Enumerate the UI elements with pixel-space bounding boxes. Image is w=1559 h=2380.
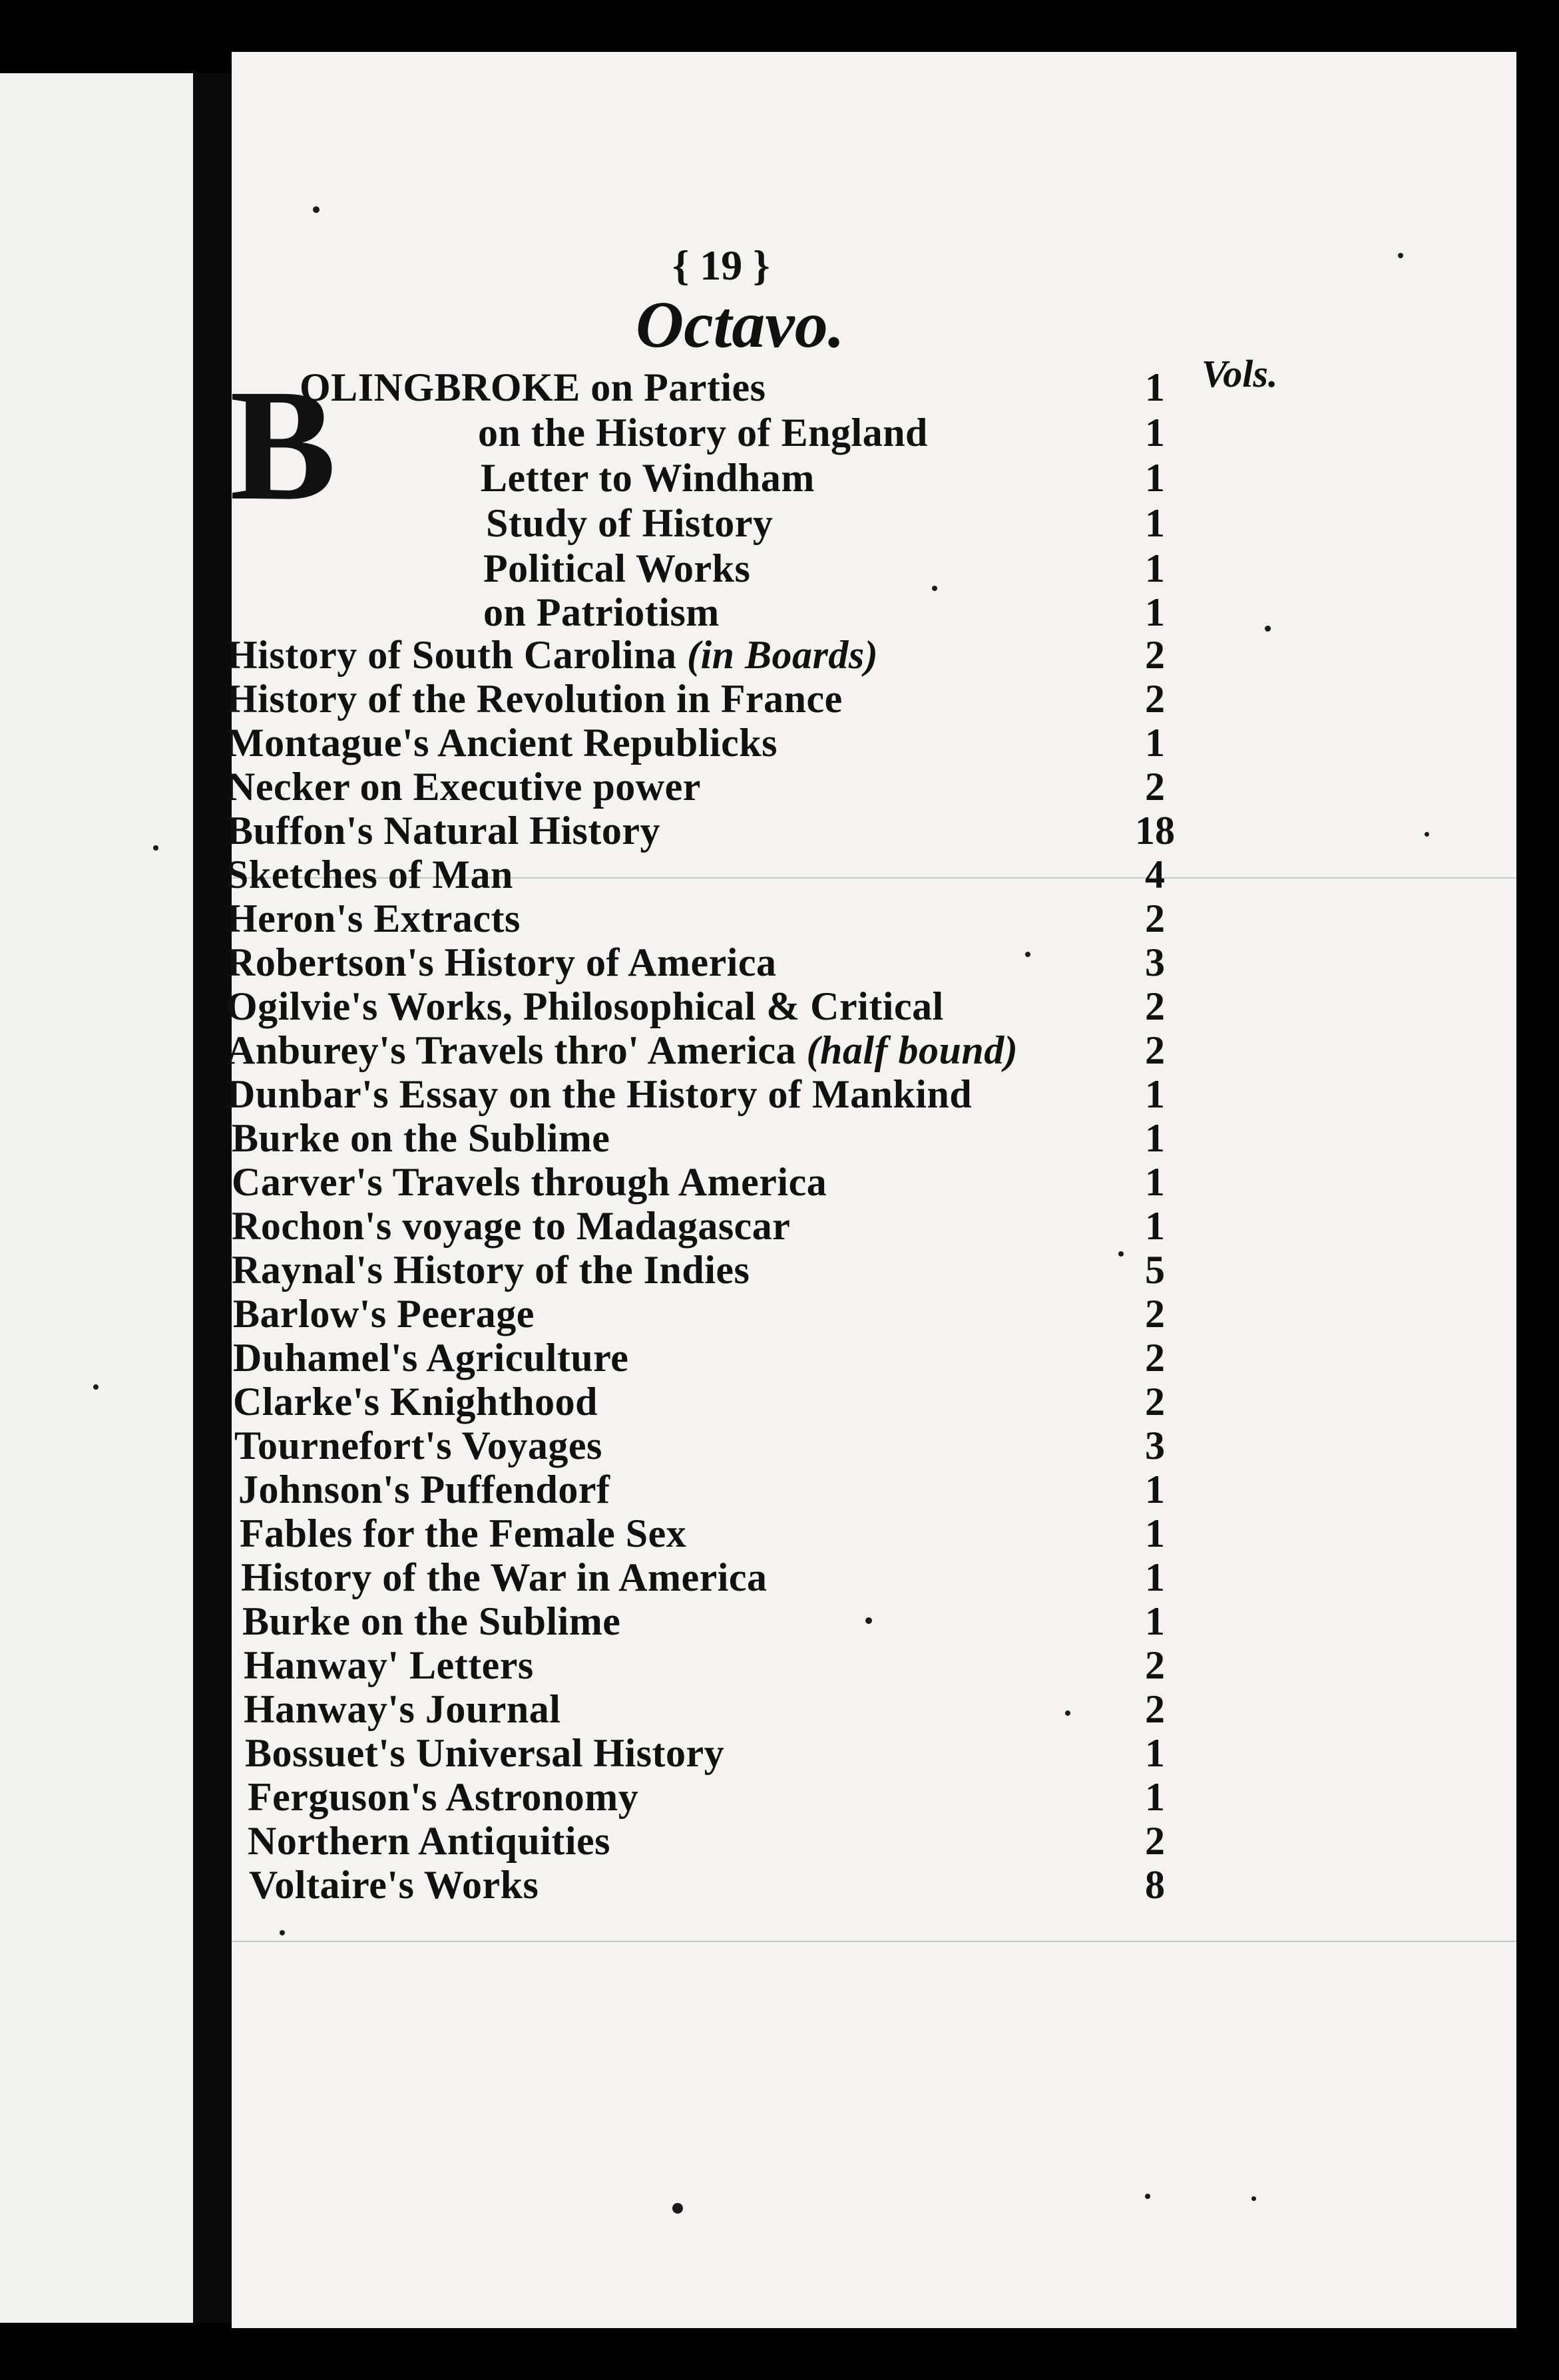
list-item xyxy=(0,1686,1559,1730)
volume-count: 1 xyxy=(1145,546,1165,590)
list-item xyxy=(0,808,1559,852)
scan-speck xyxy=(313,206,320,213)
list-item xyxy=(0,940,1559,984)
volume-count: 2 xyxy=(1145,1336,1165,1380)
scan-speck xyxy=(1025,952,1030,957)
list-item xyxy=(0,1730,1559,1774)
book-title: Hanway's Journal xyxy=(244,1687,561,1731)
list-item xyxy=(0,1203,1559,1247)
book-title: Burke on the Sublime xyxy=(232,1116,610,1160)
book-title: Heron's Extracts xyxy=(226,896,521,940)
scan-speck xyxy=(1265,626,1271,632)
volume-count: 1 xyxy=(1145,1731,1165,1775)
list-item xyxy=(0,500,1559,544)
list-item xyxy=(0,896,1559,940)
volume-count: 3 xyxy=(1145,940,1165,984)
volume-count: 1 xyxy=(1145,365,1165,409)
scan-speck xyxy=(1251,2196,1256,2201)
book-title: Northern Antiquities xyxy=(248,1819,611,1863)
volume-count: 1 xyxy=(1145,411,1165,455)
book-title: Hanway' Letters xyxy=(244,1643,534,1687)
scan-speck xyxy=(280,1930,285,1935)
list-item xyxy=(0,1291,1559,1335)
scan-speck xyxy=(1118,1251,1124,1257)
volume-count: 2 xyxy=(1145,1292,1165,1336)
book-title: Necker on Executive power xyxy=(226,765,701,809)
volume-count: 1 xyxy=(1145,1511,1165,1555)
book-title: Ferguson's Astronomy xyxy=(248,1775,639,1819)
book-title: History of the Revolution in France xyxy=(226,677,843,721)
scan-speck xyxy=(1425,832,1429,837)
list-item xyxy=(0,632,1559,676)
list-item xyxy=(0,1028,1559,1072)
book-title: Fables for the Female Sex xyxy=(240,1511,687,1555)
list-item xyxy=(0,590,1559,634)
book-title: Voltaire's Works xyxy=(249,1863,539,1907)
volume-count: 1 xyxy=(1145,1160,1165,1204)
volume-count: 8 xyxy=(1145,1863,1165,1907)
scan-line xyxy=(232,1941,1516,1942)
list-item xyxy=(0,1247,1559,1291)
page-number-header: { 19 } xyxy=(672,242,770,289)
list-item xyxy=(0,1599,1559,1643)
book-title: Anburey's Travels thro' America (half bound) xyxy=(226,1028,1018,1072)
list-item xyxy=(0,1159,1559,1203)
list-item xyxy=(0,1774,1559,1818)
book-title: Raynal's History of the Indies xyxy=(232,1248,750,1292)
volume-count: 1 xyxy=(1145,456,1165,500)
volume-count: 2 xyxy=(1145,896,1165,940)
volume-count: 2 xyxy=(1145,984,1165,1028)
list-item xyxy=(0,455,1559,499)
volume-count: 2 xyxy=(1145,677,1165,721)
book-title: Burke on the Sublime xyxy=(242,1599,621,1643)
scan-speck xyxy=(93,1384,99,1390)
volumes-column-label: Vols. xyxy=(1202,352,1278,395)
scan-speck xyxy=(865,1617,872,1624)
list-item xyxy=(0,764,1559,808)
list-item xyxy=(0,1467,1559,1511)
book-title: Montague's Ancient Republicks xyxy=(226,721,778,765)
book-title: Johnson's Puffendorf xyxy=(238,1468,610,1511)
list-item xyxy=(0,1335,1559,1379)
book-title: Rochon's voyage to Madagascar xyxy=(232,1204,791,1248)
book-title: Carver's Travels through America xyxy=(232,1160,827,1204)
volume-count: 4 xyxy=(1145,853,1165,896)
list-item xyxy=(0,1423,1559,1467)
volume-count: 1 xyxy=(1145,590,1165,634)
binding-note: (half bound) xyxy=(806,1028,1018,1072)
scan-speck xyxy=(153,845,158,851)
list-item xyxy=(0,720,1559,764)
volume-count: 2 xyxy=(1145,765,1165,809)
scan-speck xyxy=(1065,1710,1070,1716)
book-title: Bossuet's Universal History xyxy=(245,1731,725,1775)
volume-count: 2 xyxy=(1145,1643,1165,1687)
book-title: Study of History xyxy=(486,501,774,545)
drop-cap-letter: B xyxy=(230,356,337,533)
scan-speck xyxy=(1145,2194,1150,2199)
list-item xyxy=(0,1555,1559,1599)
volume-count: 1 xyxy=(1145,1072,1165,1116)
book-title: History of South Carolina (in Boards) xyxy=(226,633,879,677)
list-item xyxy=(0,1862,1559,1906)
volume-count: 2 xyxy=(1145,1380,1165,1424)
volume-count: 1 xyxy=(1145,1116,1165,1160)
list-item xyxy=(0,852,1559,896)
volume-count: 1 xyxy=(1145,1204,1165,1248)
list-item xyxy=(0,1072,1559,1115)
volume-count: 1 xyxy=(1145,1555,1165,1599)
book-title: Dunbar's Essay on the History of Mankind xyxy=(226,1072,973,1116)
volume-count: 2 xyxy=(1145,633,1165,677)
list-item xyxy=(0,984,1559,1028)
list-item xyxy=(0,1643,1559,1686)
list-item xyxy=(0,365,1559,409)
list-item xyxy=(0,1115,1559,1159)
scan-speck xyxy=(932,586,937,591)
volume-count: 18 xyxy=(1135,809,1175,853)
book-title: Duhamel's Agriculture xyxy=(233,1336,629,1380)
book-title: Robertson's History of America xyxy=(226,940,777,984)
book-title: Ogilvie's Works, Philosophical & Critical xyxy=(226,984,944,1028)
scan-speck xyxy=(672,2203,683,2214)
book-title: OLINGBROKE on Parties xyxy=(300,365,766,409)
list-item xyxy=(0,546,1559,590)
book-title: Political Works xyxy=(483,546,751,590)
list-item xyxy=(0,1818,1559,1862)
volume-count: 1 xyxy=(1145,1468,1165,1511)
book-title: Buffon's Natural History xyxy=(226,809,661,853)
book-title: Barlow's Peerage xyxy=(233,1292,535,1336)
book-title: Letter to Windham xyxy=(481,456,815,500)
book-title: on the History of England xyxy=(478,411,928,455)
book-title: Clarke's Knighthood xyxy=(233,1380,598,1424)
volume-count: 2 xyxy=(1145,1028,1165,1072)
volume-count: 5 xyxy=(1145,1248,1165,1292)
book-title: Tournefort's Voyages xyxy=(234,1424,602,1468)
list-item xyxy=(0,676,1559,720)
scan-speck xyxy=(1398,253,1403,258)
book-title: Sketches of Man xyxy=(226,853,513,896)
volume-count: 1 xyxy=(1145,721,1165,765)
list-item xyxy=(0,1379,1559,1423)
binding-note: (in Boards) xyxy=(686,633,879,677)
volume-count: 2 xyxy=(1145,1819,1165,1863)
volume-count: 3 xyxy=(1145,1424,1165,1468)
list-item xyxy=(0,1511,1559,1555)
volume-count: 1 xyxy=(1145,501,1165,545)
book-title: on Patriotism xyxy=(483,590,720,634)
volume-count: 1 xyxy=(1145,1775,1165,1819)
volume-count: 1 xyxy=(1145,1599,1165,1643)
volume-count: 2 xyxy=(1145,1687,1165,1731)
list-item xyxy=(0,410,1559,454)
book-title: History of the War in America xyxy=(241,1555,768,1599)
section-title: Octavo. xyxy=(636,288,845,361)
